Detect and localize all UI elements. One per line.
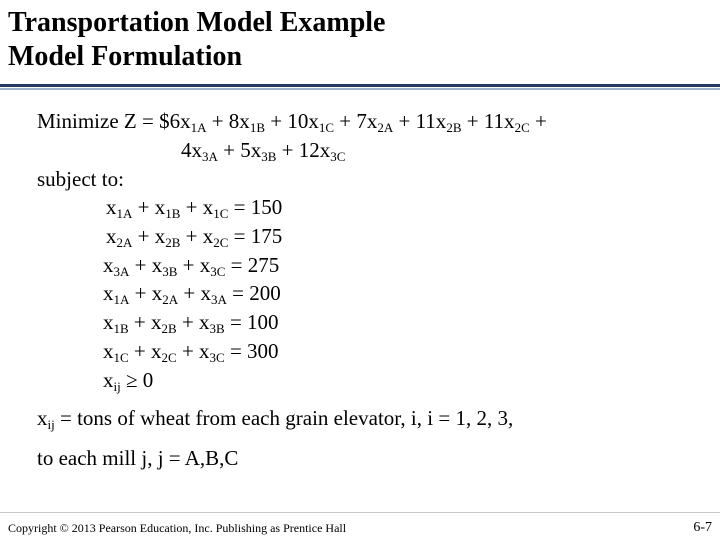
page-number: 6-7 bbox=[693, 520, 712, 535]
variable-definition-cont: to each mill j, j = A,B,C bbox=[37, 446, 239, 470]
objective-line-2: $4x_{3A} + 5x_{3B} + 12x_{3C}$ bbox=[181, 138, 346, 164]
nonnegativity-constraint: $x_{ij} \ge 0$ bbox=[103, 368, 154, 394]
title-line-2: Model Formulation bbox=[8, 41, 243, 72]
title-line-1: Transportation Model Example bbox=[8, 7, 386, 38]
constraint-row: $x_{1A} + x_{1B} + x_{1C} = 150$ bbox=[106, 195, 283, 221]
subject-to-label: subject to: bbox=[37, 167, 124, 191]
constraint-row: $x_{3A} + x_{3B} + x_{3C} = 275$ bbox=[103, 253, 280, 279]
constraint-row: $x_{1A} + x_{2A} + x_{3A} = 200$ bbox=[103, 281, 281, 307]
title-divider-dark bbox=[0, 84, 720, 87]
constraint-row: $x_{2A} + x_{2B} + x_{2C} = 175$ bbox=[106, 224, 283, 250]
variable-definition: $x_{ij}$ = tons of wheat from each grain elevator, i, i = 1, 2, 3, bbox=[37, 406, 514, 432]
title-divider-light bbox=[0, 88, 720, 90]
copyright-notice: Copyright © 2013 Pearson Education, Inc. Publishing as Prentice Hall bbox=[8, 521, 347, 535]
constraint-row: $x_{1C} + x_{2C} + x_{3C} = 300$ bbox=[103, 339, 279, 365]
slide-title bbox=[8, 6, 385, 74]
objective-line-1: Minimize $Z = \$6x_{1A} + 8x_{1B} + 10x_{1C} + 7x_{2A} + 11x_{2B} + 11x_{2C}$ + bbox=[37, 109, 547, 135]
constraint-row: $x_{1B} + x_{2B} + x_{3B} = 100$ bbox=[103, 310, 279, 336]
footer-divider bbox=[0, 512, 720, 513]
